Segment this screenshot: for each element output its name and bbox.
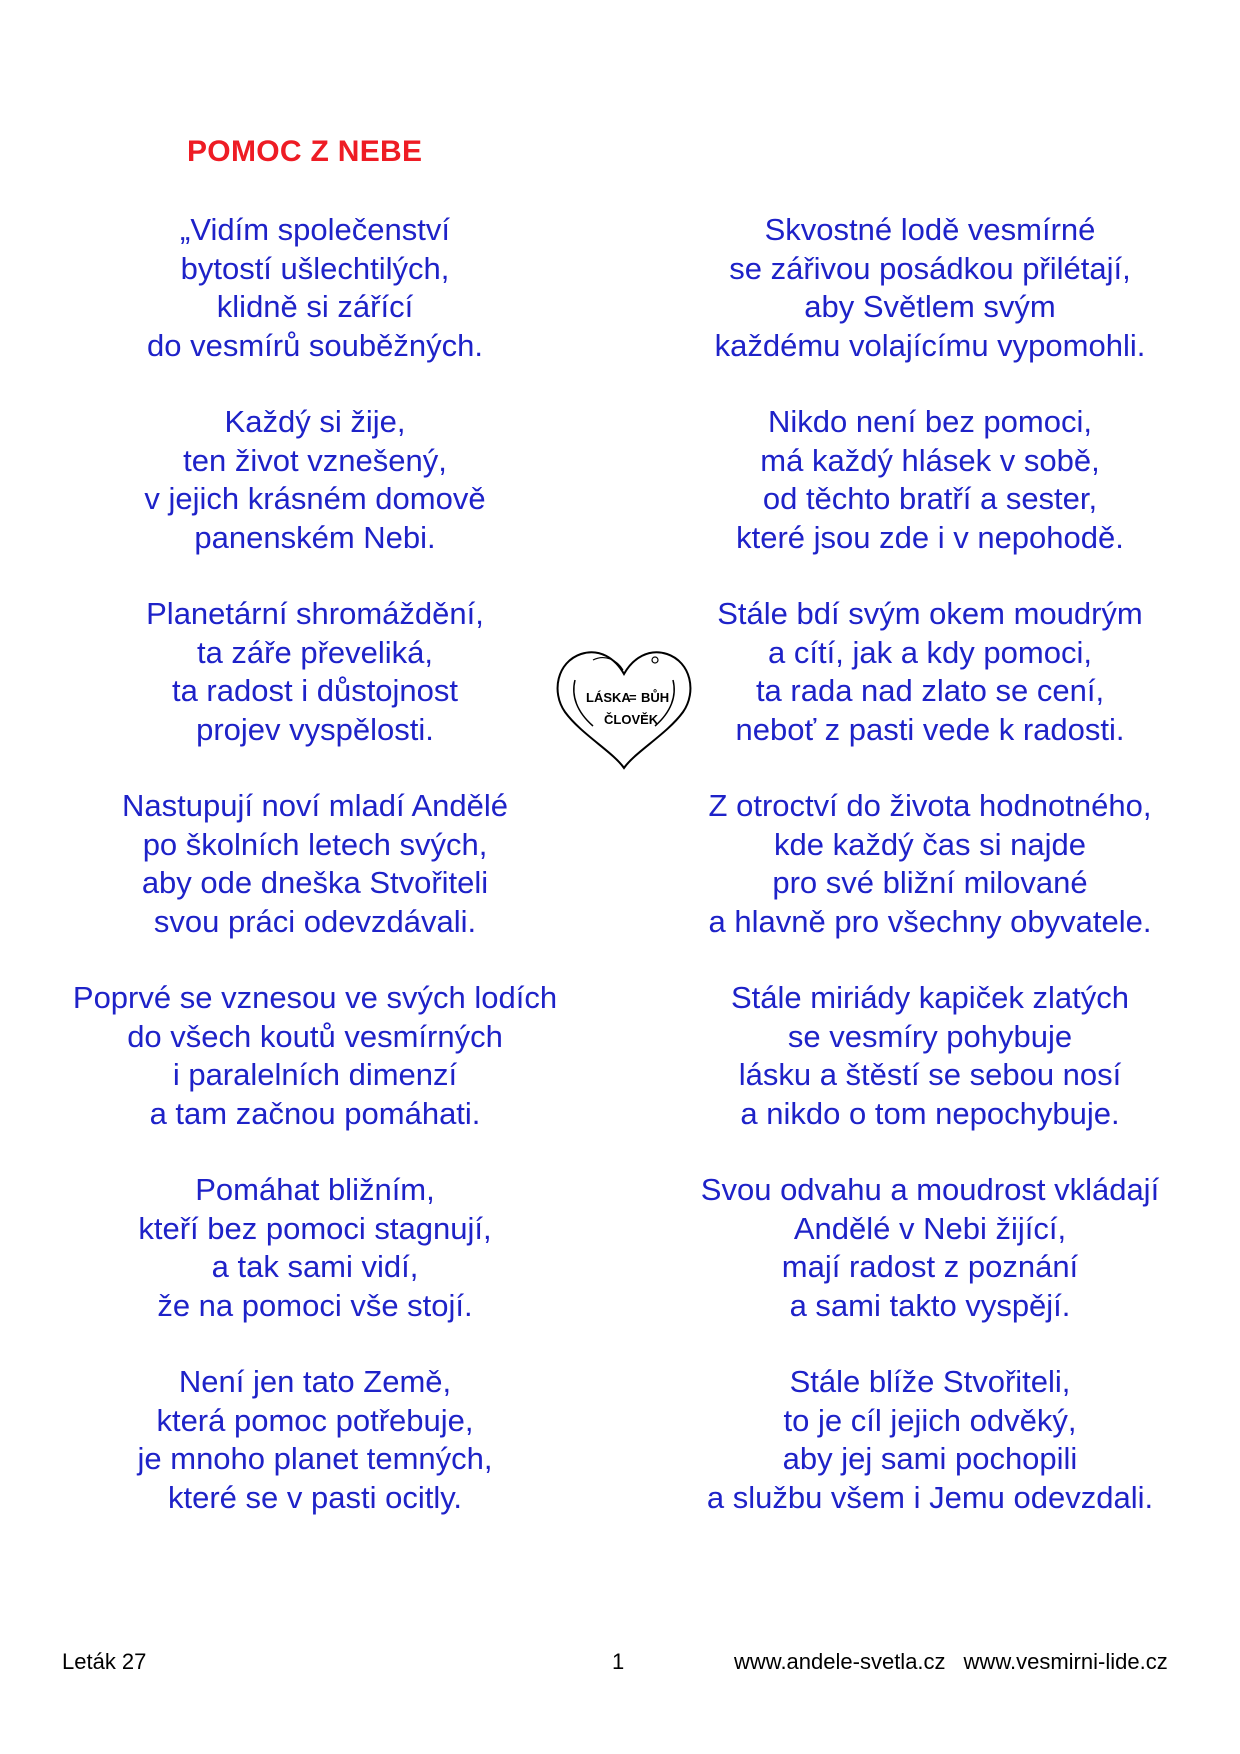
verse-line: Skvostné lodě vesmírné — [764, 212, 1096, 247]
website-link-andele-svetla[interactable]: www.andele-svetla.cz — [734, 1649, 946, 1674]
stanza — [45, 1363, 585, 1555]
stanza — [45, 595, 585, 787]
stanza — [650, 787, 1210, 979]
verse-line: které jsou zde i v nepohodě. — [736, 519, 1124, 555]
stanza — [45, 787, 585, 979]
verse-line: která pomoc potřebuje, — [156, 1402, 474, 1438]
verse-line: a cítí, jak a kdy pomoci, — [768, 634, 1092, 670]
footer-websites — [734, 1649, 1168, 1675]
verse-line: Z otroctví do života hodnotného, — [708, 788, 1152, 823]
verse-line: se zářivou posádkou přilétají, — [729, 250, 1131, 286]
heart-word-laska: LÁSKA — [586, 690, 631, 705]
heart-word-clovek: ČLOVĚK — [604, 712, 659, 727]
stanza — [650, 211, 1210, 403]
stanza — [45, 403, 585, 595]
verse-line: od těchto bratří a sester, — [762, 481, 1098, 516]
verse-line: a tak sami vidí, — [211, 1249, 419, 1284]
verse-line: kteří bez pomoci stagnují, — [138, 1210, 492, 1246]
verse-line: že na pomoci vše stojí. — [157, 1287, 473, 1323]
verse-line: Andělé v Nebi žijící, — [793, 1210, 1067, 1246]
verse-line: ta rada nad zlato se cení, — [755, 673, 1105, 708]
verse-line: ten život vznešený, — [183, 442, 447, 478]
verse-line: to je cíl jejich odvěký, — [783, 1402, 1077, 1438]
verse-line: Stále bdí svým okem moudrým — [717, 596, 1143, 631]
verse-line: ta záře převeliká, — [196, 634, 434, 670]
verse-line: a tam začnou pomáhati. — [149, 1095, 481, 1131]
verse-line: kde každý čas si najde — [774, 826, 1086, 862]
website-link-vesmirni-lide[interactable]: www.vesmirni-lide.cz — [963, 1649, 1168, 1674]
stanza — [45, 979, 585, 1171]
verse-line: které se v pasti ocitly. — [167, 1479, 463, 1515]
verse-line: lásku a štěstí se sebou nosí — [738, 1057, 1122, 1092]
heart-icon — [553, 640, 695, 772]
verse-line: i paralelních dimenzí — [172, 1057, 458, 1092]
verse-line: Stále miriády kapiček zlatých — [731, 980, 1129, 1015]
heart-equals-sign: = — [629, 690, 637, 705]
verse-line: Poprvé se vznesou ve svých lodích — [72, 980, 558, 1015]
verse-line: aby jej sami pochopili — [782, 1441, 1078, 1476]
right-poem-column — [650, 211, 1210, 1555]
heart-word-buh: BŮH — [641, 690, 670, 705]
verse-line: Stále blíže Stvořiteli, — [789, 1364, 1071, 1399]
verse-line: Není jen tato Země, — [178, 1364, 452, 1399]
verse-line: a službu všem i Jemu odevzdali. — [706, 1479, 1154, 1515]
left-poem-column — [45, 211, 585, 1555]
verse-line: má každý hlásek v sobě, — [760, 442, 1100, 478]
verse-line: klidně si zářící — [216, 289, 414, 324]
page-number: 1 — [612, 1649, 625, 1674]
verse-line: neboť z pasti vede k radosti. — [735, 711, 1125, 747]
verse-line: pro své bližní milované — [772, 865, 1088, 900]
stanza — [650, 979, 1210, 1171]
verse-line: aby Světlem svým — [804, 289, 1056, 324]
verse-line: se vesmíry pohybuje — [787, 1018, 1073, 1054]
verse-line: Pomáhat bližním, — [195, 1172, 435, 1207]
stanza — [45, 1171, 585, 1363]
verse-line: Každý si žije, — [224, 404, 406, 439]
verse-line: a sami takto vyspějí. — [789, 1287, 1071, 1323]
verse-line: Svou odvahu a moudrost vkládají — [700, 1172, 1160, 1207]
verse-line: do vesmírů souběžných. — [146, 327, 483, 363]
stanza — [650, 1171, 1210, 1363]
verse-line: v jejich krásném domově — [144, 481, 486, 516]
verse-line: Planetární shromáždění, — [146, 596, 484, 631]
verse-line: panenském Nebi. — [194, 519, 436, 555]
stanza — [650, 1363, 1210, 1555]
leaflet-number: Leták 27 — [62, 1649, 147, 1674]
verse-line: svou práci odevzdávali. — [153, 903, 477, 939]
verse-line: ta radost i důstojnost — [171, 673, 459, 708]
verse-line: do všech koutů vesmírných — [127, 1018, 503, 1054]
verse-line: je mnoho planet temných, — [137, 1441, 493, 1476]
verse-line: po školních letech svých, — [142, 826, 488, 862]
verse-line: „Vidím společenství — [180, 212, 450, 247]
heart-emblem — [553, 640, 695, 772]
verse-line: aby ode dneška Stvořiteli — [141, 865, 489, 900]
verse-line: projev vyspělosti. — [196, 711, 434, 747]
verse-line: Nastupují noví mladí Andělé — [121, 788, 509, 823]
poem-title: POMOC Z NEBE — [187, 135, 423, 168]
verse-line: mají radost z poznání — [781, 1249, 1079, 1284]
stanza — [45, 211, 585, 403]
verse-line: a nikdo o tom nepochybuje. — [740, 1095, 1120, 1131]
stanza — [650, 403, 1210, 595]
verse-line: každému volajícímu vypomohli. — [714, 327, 1146, 363]
verse-line: bytostí ušlechtilých, — [180, 250, 450, 286]
verse-line: a hlavně pro všechny obyvatele. — [708, 903, 1152, 939]
verse-line: Nikdo není bez pomoci, — [768, 404, 1092, 439]
stanza — [650, 595, 1210, 787]
